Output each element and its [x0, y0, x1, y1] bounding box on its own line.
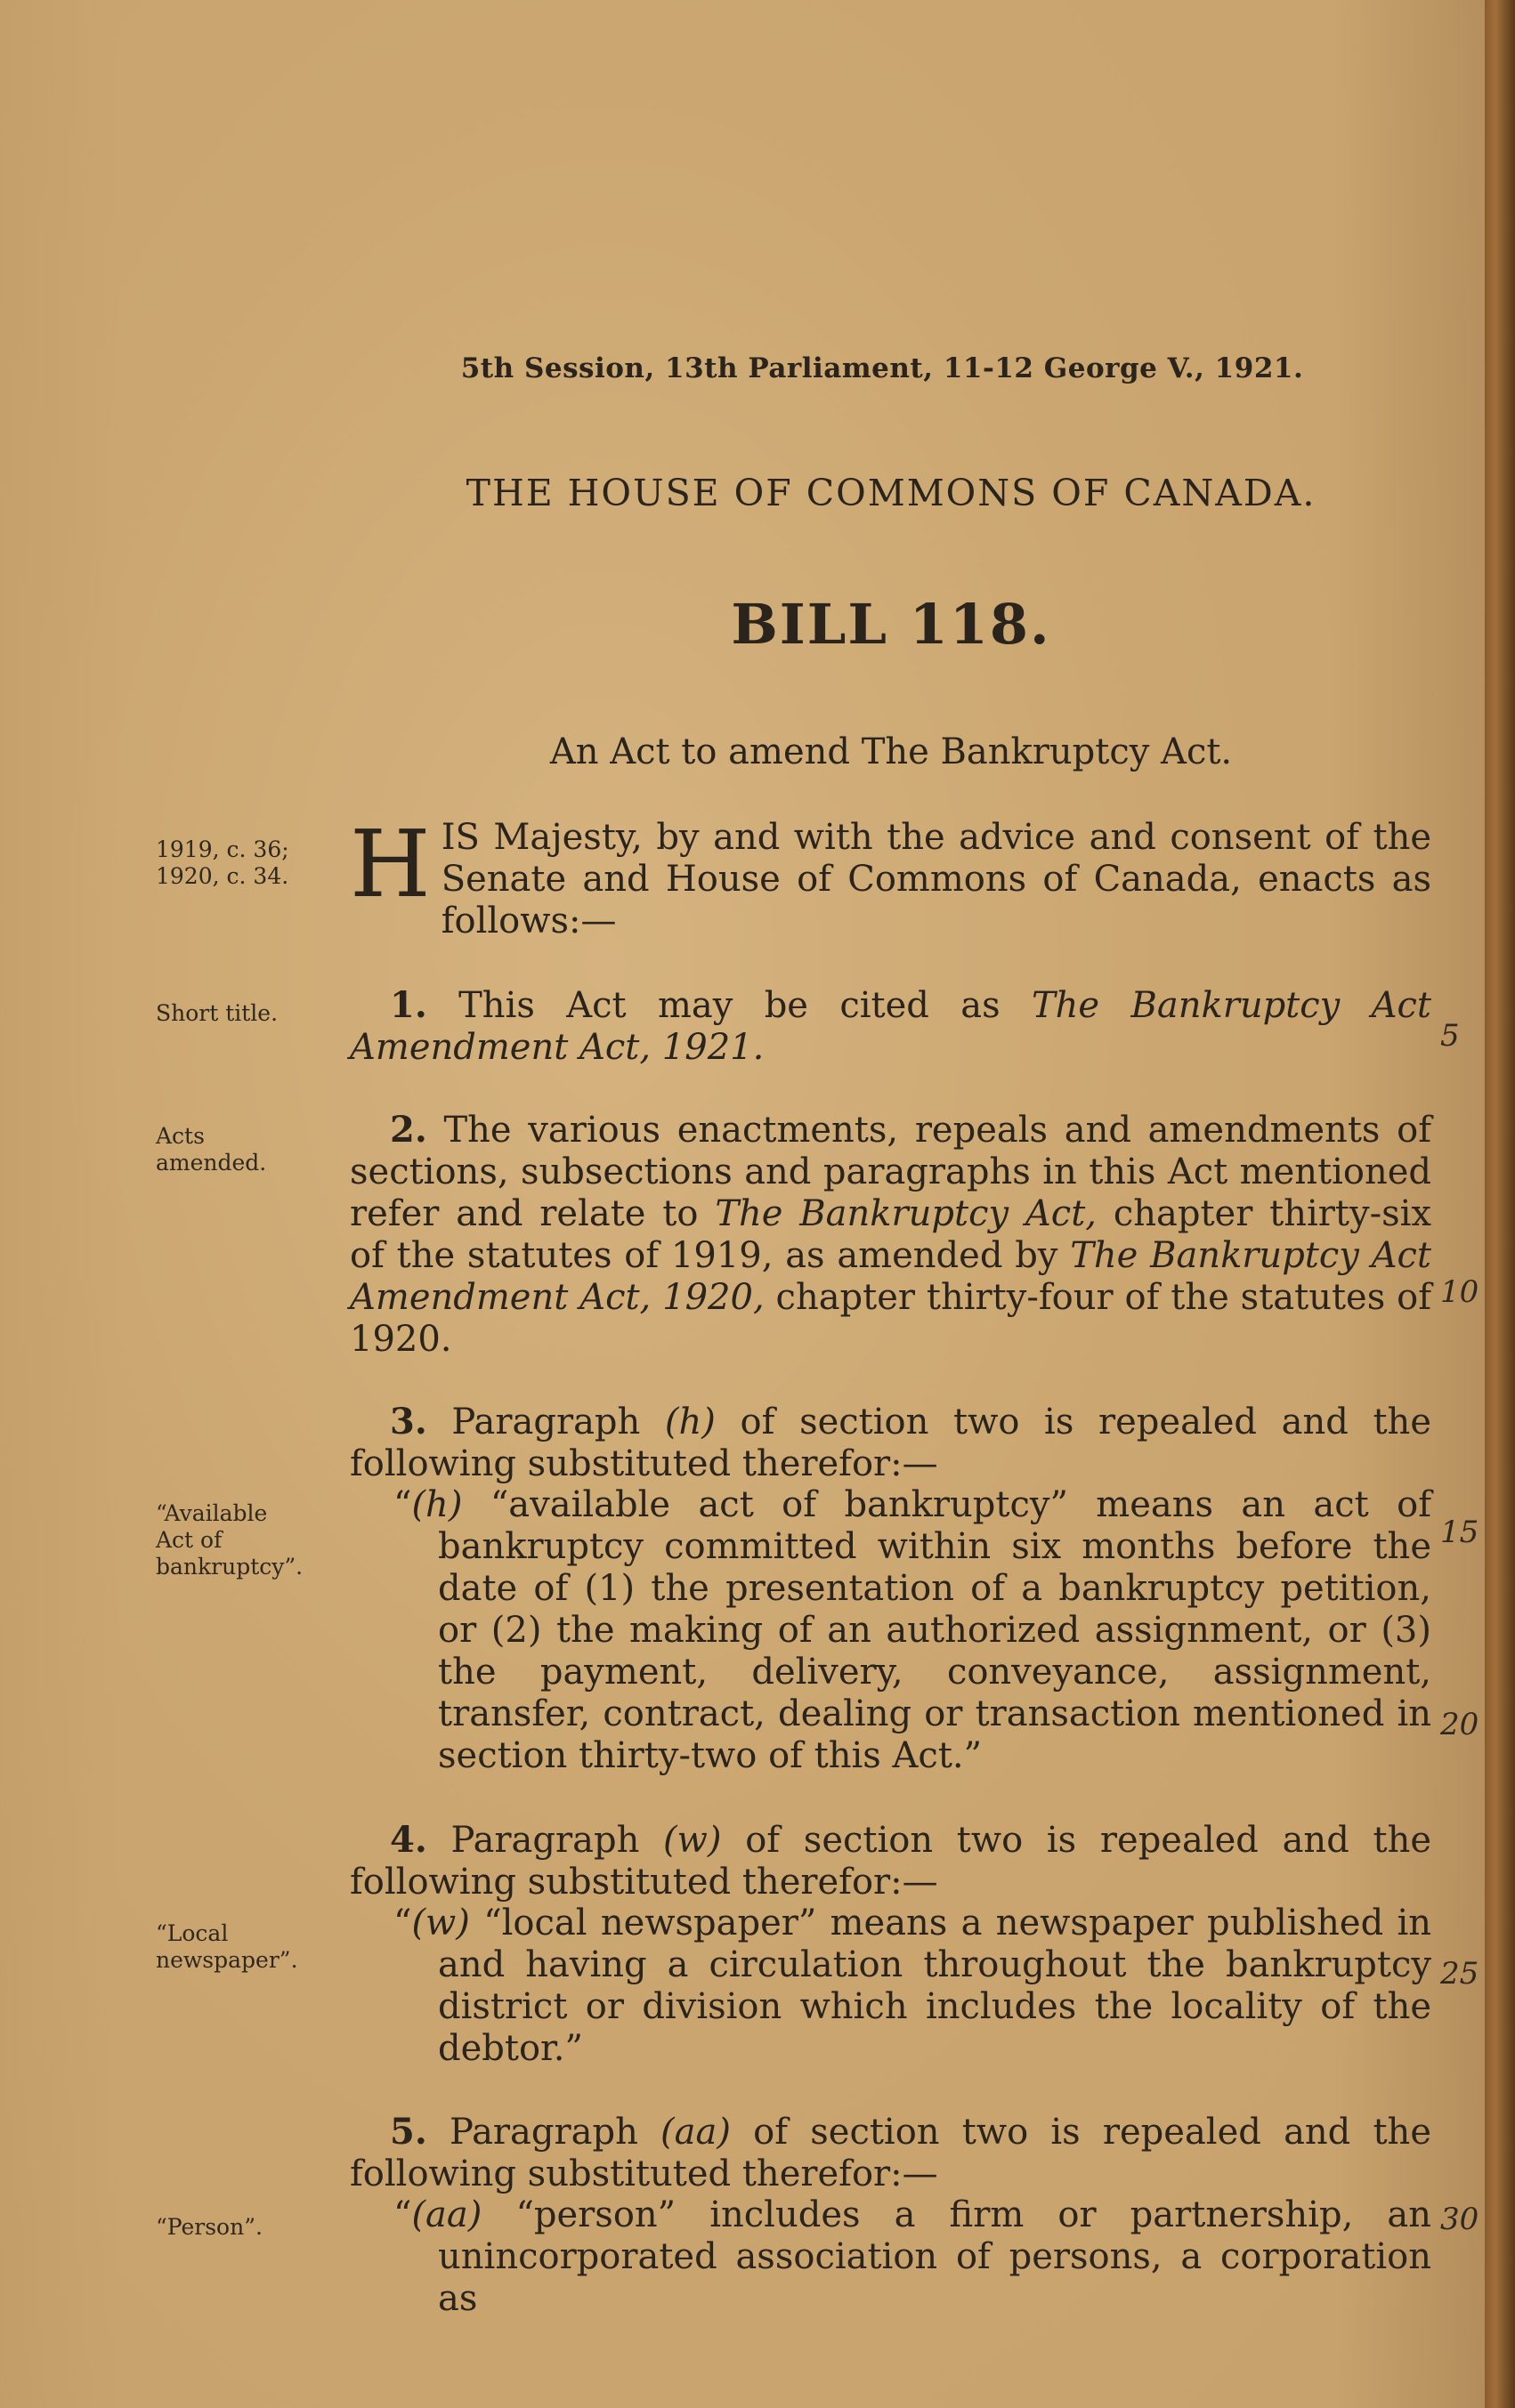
line-number: 15 — [1440, 1515, 1479, 1550]
section-number: 4. — [390, 1819, 427, 1861]
act-name: The Bankruptcy Act, — [715, 1193, 1097, 1234]
section-text: The various enactments, repeals and amendments of sections, subsections and paragraphs in this Act mentioned refer and relate to — [350, 1110, 1431, 1234]
section-text: This Act may be cited as — [458, 985, 1001, 1026]
definition-text: “available act of bankruptcy” means an act of bankruptcy committed within six months before the date of (1) the presentation of a bankruptcy petition, or (2) the making of an authorized assignment, or (3) the payment, delivery, conveyance, assignment, transfer, contract, dealing or transaction mentioned in section thirty-two of this Act.” — [438, 1484, 1432, 1776]
margin-note-short-title: Short title. — [156, 1000, 279, 1026]
drop-cap: H — [350, 810, 431, 918]
line-number: 20 — [1440, 1707, 1479, 1742]
quote-mark: “ — [393, 1484, 412, 1525]
session-line: 5th Session, 13th Parliament, 11-12 George V., 1921. — [460, 352, 1304, 384]
section-number: 3. — [390, 1401, 427, 1442]
section-5 — [350, 2111, 1431, 2195]
paragraph-ref: (w) — [411, 1903, 470, 1943]
margin-local-2: newspaper”. — [156, 1947, 298, 1973]
margin-acts-1: Acts — [156, 1123, 205, 1149]
section-1 — [350, 984, 1431, 1069]
act-name: The Bankruptcy Act Amendment Act, 1920, — [350, 1235, 1432, 1318]
margin-note-available — [156, 1500, 334, 1580]
paragraph-ref: (aa) — [660, 2112, 731, 2153]
bill-title: BILL 118. — [731, 592, 1051, 657]
section-4 — [350, 1819, 1431, 1903]
paragraph-ref: (aa) — [411, 2194, 482, 2235]
definition-available — [393, 1484, 1431, 1777]
paragraph-ref: (h) — [411, 1484, 463, 1525]
preamble-text: IS Majesty, by and with the advice and consent of the Senate and House of Commons of Canada, enacts as follows:— — [441, 817, 1431, 941]
section-text: of section two is repealed and the following substituted therefor:— — [350, 2112, 1431, 2194]
section-text: Paragraph — [449, 2112, 638, 2153]
act-name: The Bankruptcy Act Amendment Act, 1921. — [350, 985, 1431, 1068]
margin-local-1: “Local — [156, 1920, 229, 1946]
section-number: 1. — [390, 984, 427, 1026]
margin-available-2: Act of — [156, 1527, 223, 1553]
quote-mark: “ — [393, 2194, 412, 2235]
margin-citation-1: 1919, c. 36; — [156, 836, 289, 862]
margin-note-acts-amended — [156, 1123, 334, 1176]
section-number: 2. — [390, 1109, 427, 1151]
line-number: 25 — [1440, 1956, 1479, 1992]
paragraph-ref: (h) — [664, 1402, 716, 1442]
section-text: of section two is repealed and the following substituted therefor:— — [350, 1820, 1432, 1903]
line-number: 5 — [1440, 1018, 1460, 1054]
section-text: chapter thirty-four of the statutes of 1920. — [350, 1277, 1432, 1360]
section-text: of section two is repealed and the following substituted therefor:— — [350, 1402, 1431, 1484]
definition-person — [393, 2194, 1431, 2320]
margin-available-3: bankruptcy”. — [156, 1554, 304, 1580]
section-number: 5. — [390, 2111, 427, 2153]
quote-mark: “ — [393, 1903, 412, 1943]
line-number: 30 — [1440, 2202, 1479, 2237]
section-text: Paragraph — [451, 1402, 641, 1442]
house-title: THE HOUSE OF COMMONS OF CANADA. — [466, 472, 1317, 514]
definition-text: “person” includes a firm or partnership, an unincorporated association of persons, a corporation as — [438, 2194, 1431, 2319]
margin-note-citation — [156, 836, 334, 890]
section-text: chapter thirty-six of the statutes of 1919, as amended by — [350, 1193, 1431, 1276]
margin-available-1: “Available — [156, 1500, 268, 1526]
preamble — [350, 810, 1431, 942]
line-number: 10 — [1440, 1274, 1479, 1310]
paragraph-ref: (w) — [663, 1820, 722, 1861]
definition-text: “local newspaper” means a newspaper published in and having a circulation throughout the bankruptcy district or division which includes the locality of the debtor.” — [438, 1903, 1431, 2069]
act-title: An Act to amend The Bankruptcy Act. — [549, 731, 1233, 772]
section-2 — [350, 1109, 1431, 1361]
margin-acts-2: amended. — [156, 1150, 267, 1176]
section-3 — [350, 1401, 1431, 1485]
section-text: Paragraph — [450, 1820, 640, 1861]
definition-local-newspaper — [393, 1903, 1431, 2070]
margin-note-person: “Person”. — [156, 2214, 263, 2240]
margin-citation-2: 1920, c. 34. — [156, 863, 289, 889]
margin-note-local — [156, 1920, 334, 1974]
